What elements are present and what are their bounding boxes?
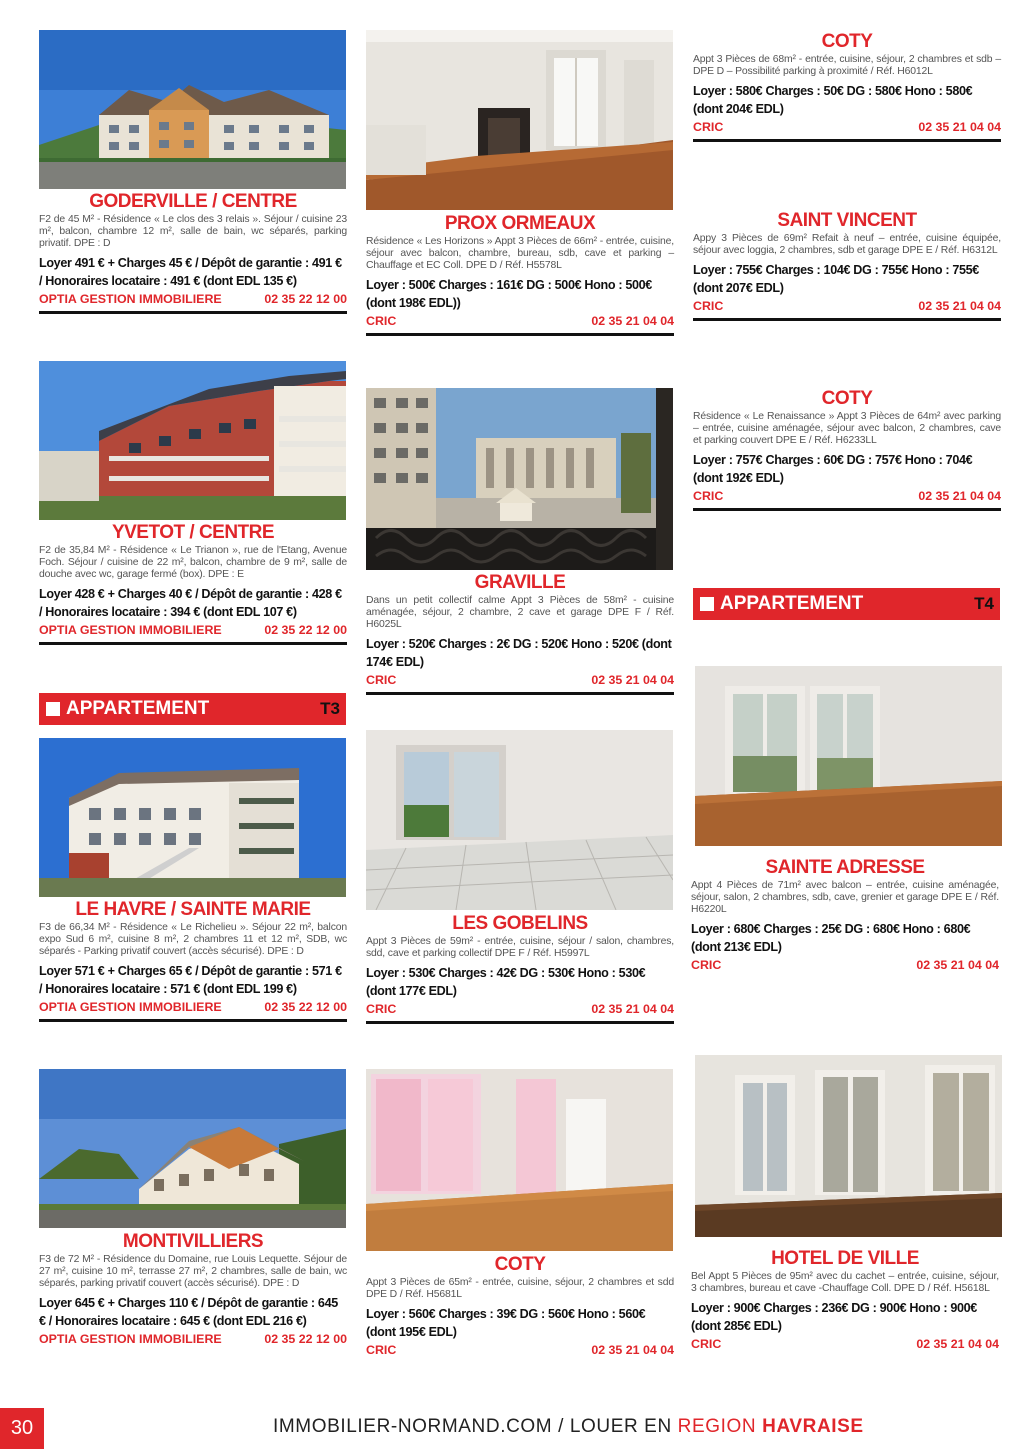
listing-description: F3 de 66,34 M² - Résidence « Le Richelieu ». Séjour 22 m², balcon expo Sud 6 m², cuisine 8 m², 2 chambres 11 et 12 m², SDB, wc séparés - Parking privatif couvert (accès sécurisé). DPE : D bbox=[39, 922, 347, 957]
agency-name: CRIC bbox=[366, 1343, 397, 1357]
footer-louer: LOUER EN bbox=[569, 1416, 672, 1437]
listing-contact bbox=[39, 621, 347, 645]
listing-coty-2 bbox=[693, 388, 1001, 511]
square-icon bbox=[46, 702, 60, 716]
listing-les-gobelins bbox=[366, 913, 674, 1024]
listing-contact bbox=[693, 118, 1001, 142]
listing-contact bbox=[39, 290, 347, 314]
page-number: 30 bbox=[0, 1408, 44, 1449]
agency-name: OPTIA GESTION IMMOBILIERE bbox=[39, 623, 222, 637]
footer-region: REGION bbox=[677, 1416, 757, 1437]
agency-phone: 02 35 21 04 04 bbox=[918, 120, 1001, 134]
listing-description: Appt 3 Pièces de 65m² - entrée, cuisine, séjour, 2 chambres et sdd DPE D / Réf. H5681L bbox=[366, 1277, 674, 1300]
agency-phone: 02 35 21 04 04 bbox=[918, 299, 1001, 313]
agency-phone: 02 35 22 12 00 bbox=[264, 1000, 347, 1014]
category-label: APPARTEMENT bbox=[720, 593, 864, 614]
listing-contact bbox=[366, 312, 674, 336]
listing-title: MONTIVILLIERS bbox=[122, 1231, 264, 1252]
agency-phone: 02 35 22 12 00 bbox=[264, 623, 347, 637]
listing-contact bbox=[366, 1000, 674, 1024]
photo-le-havre-sainte-marie bbox=[39, 738, 346, 897]
listing-description: Appy 3 Pièces de 69m² Refait à neuf – entrée, cuisine équipée, séjour avec loggia, 2 chambres, sdb et garage DPE E / Réf. H6312L bbox=[693, 233, 1001, 256]
listing-title: LE HAVRE / SAINTE MARIE bbox=[75, 899, 311, 920]
agency-phone: 02 35 21 04 04 bbox=[591, 673, 674, 687]
listing-le-havre-sainte-marie bbox=[39, 899, 347, 1022]
listing-contact bbox=[691, 956, 999, 977]
listing-goderville bbox=[39, 191, 347, 314]
agency-name: OPTIA GESTION IMMOBILIERE bbox=[39, 1000, 222, 1014]
listing-contact bbox=[366, 1341, 674, 1362]
listing-contact bbox=[366, 671, 674, 695]
listing-price: Loyer : 520€ Charges : 2€ DG : 520€ Hono : 520€ (dont 174€ EDL) bbox=[366, 637, 672, 669]
agency-phone: 02 35 21 04 04 bbox=[916, 1337, 999, 1351]
listing-title: YVETOT / CENTRE bbox=[111, 522, 275, 543]
photo-hotel-de-ville bbox=[695, 1055, 1002, 1237]
listing-description: Dans un petit collectif calme Appt 3 Pièces de 58m² - cuisine aménagée, séjour, 2 chambre, 2 cave et garage DPE F / Réf. H6025L bbox=[366, 595, 674, 630]
listing-description: Appt 3 Pièces de 68m² - entrée, cuisine, séjour, 2 chambres et sdb – DPE D – Possibilité parking à proximité / Réf. H6012L bbox=[693, 54, 1001, 77]
listing-price: Loyer : 580€ Charges : 50€ DG : 580€ Hono : 580€ (dont 204€ EDL) bbox=[693, 84, 973, 116]
category-label-wrap bbox=[39, 698, 209, 720]
agency-name: CRIC bbox=[366, 1002, 397, 1016]
photo-coty-bottom bbox=[366, 1069, 673, 1251]
listing-coty-1 bbox=[693, 31, 1001, 142]
agency-name: CRIC bbox=[691, 1337, 722, 1351]
agency-phone: 02 35 21 04 04 bbox=[916, 958, 999, 972]
category-type: T3 bbox=[320, 699, 340, 718]
photo-les-gobelins bbox=[366, 730, 673, 910]
listing-coty-3 bbox=[366, 1254, 674, 1362]
category-label: APPARTEMENT bbox=[66, 698, 210, 719]
listing-title: LES GOBELINS bbox=[452, 913, 588, 934]
photo-goderville bbox=[39, 30, 346, 189]
listing-title: COTY bbox=[821, 388, 873, 409]
agency-phone: 02 35 21 04 04 bbox=[591, 1002, 674, 1016]
agency-phone: 02 35 21 04 04 bbox=[918, 489, 1001, 503]
agency-phone: 02 35 22 12 00 bbox=[264, 292, 347, 306]
listing-contact bbox=[693, 487, 1001, 511]
category-type: T4 bbox=[974, 594, 994, 613]
agency-name: CRIC bbox=[693, 299, 724, 313]
listing-description: Appt 3 Pièces de 59m² - entrée, cuisine, séjour / salon, chambres, sdd, cave et parking collectif DPE F / Réf. H5997L bbox=[366, 936, 674, 959]
agency-name: CRIC bbox=[691, 958, 722, 972]
listing-description: Résidence « Le Renaissance » Appt 3 Pièces de 64m² avec parking – entrée, cuisine aménagée, séjour avec balcon, 2 chambres, cave et parking couvert DPE E / Réf. H6233LL bbox=[693, 411, 1001, 446]
category-bar-t4 bbox=[693, 588, 1000, 620]
photo-prox-ormeaux bbox=[366, 30, 673, 210]
category-bar-t3 bbox=[39, 693, 346, 725]
category-label-wrap bbox=[693, 593, 863, 615]
listing-title: SAINT VINCENT bbox=[777, 210, 917, 231]
listing-price: Loyer : 680€ Charges : 25€ DG : 680€ Hono : 680€ (dont 213€ EDL) bbox=[691, 922, 971, 954]
photo-montivilliers bbox=[39, 1069, 346, 1228]
listing-price: Loyer 491 € + Charges 45 € / Dépôt de garantie : 491 € / Honoraires locataire : 491 € (dont EDL 135 €) bbox=[39, 256, 342, 288]
listing-price: Loyer : 755€ Charges : 104€ DG : 755€ Hono : 755€ (dont 207€ EDL) bbox=[693, 263, 979, 295]
footer-text bbox=[273, 1416, 864, 1438]
footer-site[interactable]: IMMOBILIER-NORMAND.COM bbox=[273, 1416, 553, 1437]
listing-description: F3 de 72 M² - Résidence du Domaine, rue Louis Lequette. Séjour de 27 m², cuisine 10 m², terrasse 27 m², 2 chambres, salle de bain, wc séparés, parking privatif couvert (accès sécurisé). DPE : D bbox=[39, 1254, 347, 1289]
agency-phone: 02 35 21 04 04 bbox=[591, 1343, 674, 1357]
agency-name: CRIC bbox=[366, 314, 397, 328]
listing-description: F2 de 35,84 M² - Résidence « Le Trianon », rue de l'Etang, Avenue Foch. Séjour / cuisine de 22 m², balcon, chambre de 9 m², salle de douche avec wc, garage fermé (box). DPE : E bbox=[39, 545, 347, 580]
agency-name: CRIC bbox=[693, 489, 724, 503]
listing-saint-vincent bbox=[693, 210, 1001, 321]
page-footer bbox=[0, 1408, 1024, 1449]
listing-price: Loyer : 900€ Charges : 236€ DG : 900€ Hono : 900€ (dont 285€ EDL) bbox=[691, 1301, 977, 1333]
listing-price: Loyer : 757€ Charges : 60€ DG : 757€ Hono : 704€ (dont 192€ EDL) bbox=[693, 453, 973, 485]
listing-title: PROX ORMEAUX bbox=[444, 213, 596, 234]
agency-phone: 02 35 21 04 04 bbox=[591, 314, 674, 328]
agency-name: OPTIA GESTION IMMOBILIERE bbox=[39, 1332, 222, 1346]
agency-name: CRIC bbox=[366, 673, 397, 687]
agency-phone: 02 35 22 12 00 bbox=[264, 1332, 347, 1346]
square-icon bbox=[700, 597, 714, 611]
listing-hotel-de-ville bbox=[691, 1248, 999, 1356]
listing-contact bbox=[693, 297, 1001, 321]
listing-description: Bel Appt 5 Pièces de 95m² avec du cachet – entrée, cuisine, séjour, 3 chambres, bureau et cave -Chauffage Coll. DPE D / Réf. H5618L bbox=[691, 1271, 999, 1294]
listing-title: COTY bbox=[821, 31, 873, 52]
listing-title: COTY bbox=[494, 1254, 546, 1275]
listing-price: Loyer : 500€ Charges : 161€ DG : 500€ Hono : 500€ (dont 198€ EDL)) bbox=[366, 278, 652, 310]
listing-yvetot bbox=[39, 522, 347, 645]
listing-price: Loyer 571 € + Charges 65 € / Dépôt de garantie : 571 € / Honoraires locataire : 571 € (dont EDL 199 €) bbox=[39, 964, 342, 996]
agency-name: CRIC bbox=[693, 120, 724, 134]
listing-contact bbox=[691, 1335, 999, 1356]
listing-price: Loyer : 560€ Charges : 39€ DG : 560€ Hono : 560€ (dont 195€ EDL) bbox=[366, 1307, 646, 1339]
listing-price: Loyer 428 € + Charges 40 € / Dépôt de garantie : 428 € / Honoraires locataire : 394 € (dont EDL 107 €) bbox=[39, 587, 342, 619]
listing-sainte-adresse bbox=[691, 857, 999, 977]
listing-description: Résidence « Les Horizons » Appt 3 Pièces de 66m² - entrée, cuisine, séjour avec balcon, chambre, bureau, sdb, cave et parking – Chauffage et EC Coll. DPE D / Réf. H5578L bbox=[366, 236, 674, 271]
footer-separator: / bbox=[552, 1416, 570, 1437]
listing-price: Loyer 645 € + Charges 110 € / Dépôt de garantie : 645 € / Honoraires locataire : 645 € (dont EDL 216 €) bbox=[39, 1296, 338, 1328]
photo-yvetot bbox=[39, 361, 346, 520]
listing-title: GRAVILLE bbox=[474, 572, 566, 593]
listing-title: HOTEL DE VILLE bbox=[771, 1248, 919, 1269]
listing-description: Appt 4 Pièces de 71m² avec balcon – entrée, cuisine aménagée, séjour, salon, 2 chambres, sdb, cave, grenier et garage DPE E / Réf. H6220L bbox=[691, 880, 999, 915]
photo-sainte-adresse bbox=[695, 666, 1002, 846]
listing-contact bbox=[39, 998, 347, 1022]
listing-title: GODERVILLE / CENTRE bbox=[89, 191, 297, 212]
listing-graville bbox=[366, 572, 674, 695]
listing-prox-ormeaux bbox=[366, 213, 674, 336]
photo-graville bbox=[366, 388, 673, 570]
listing-contact bbox=[39, 1330, 347, 1351]
listing-price: Loyer : 530€ Charges : 42€ DG : 530€ Hono : 530€ (dont 177€ EDL) bbox=[366, 966, 646, 998]
listing-title: SAINTE ADRESSE bbox=[765, 857, 925, 878]
listing-description: F2 de 45 M² - Résidence « Le clos des 3 relais ». Séjour / cuisine 23 m², balcon, chambre 12 m², salle de bain, wc séparés, parking privatif. DPE : D bbox=[39, 214, 347, 249]
footer-havraise: HAVRAISE bbox=[762, 1416, 864, 1437]
listing-montivilliers bbox=[39, 1231, 347, 1351]
agency-name: OPTIA GESTION IMMOBILIERE bbox=[39, 292, 222, 306]
